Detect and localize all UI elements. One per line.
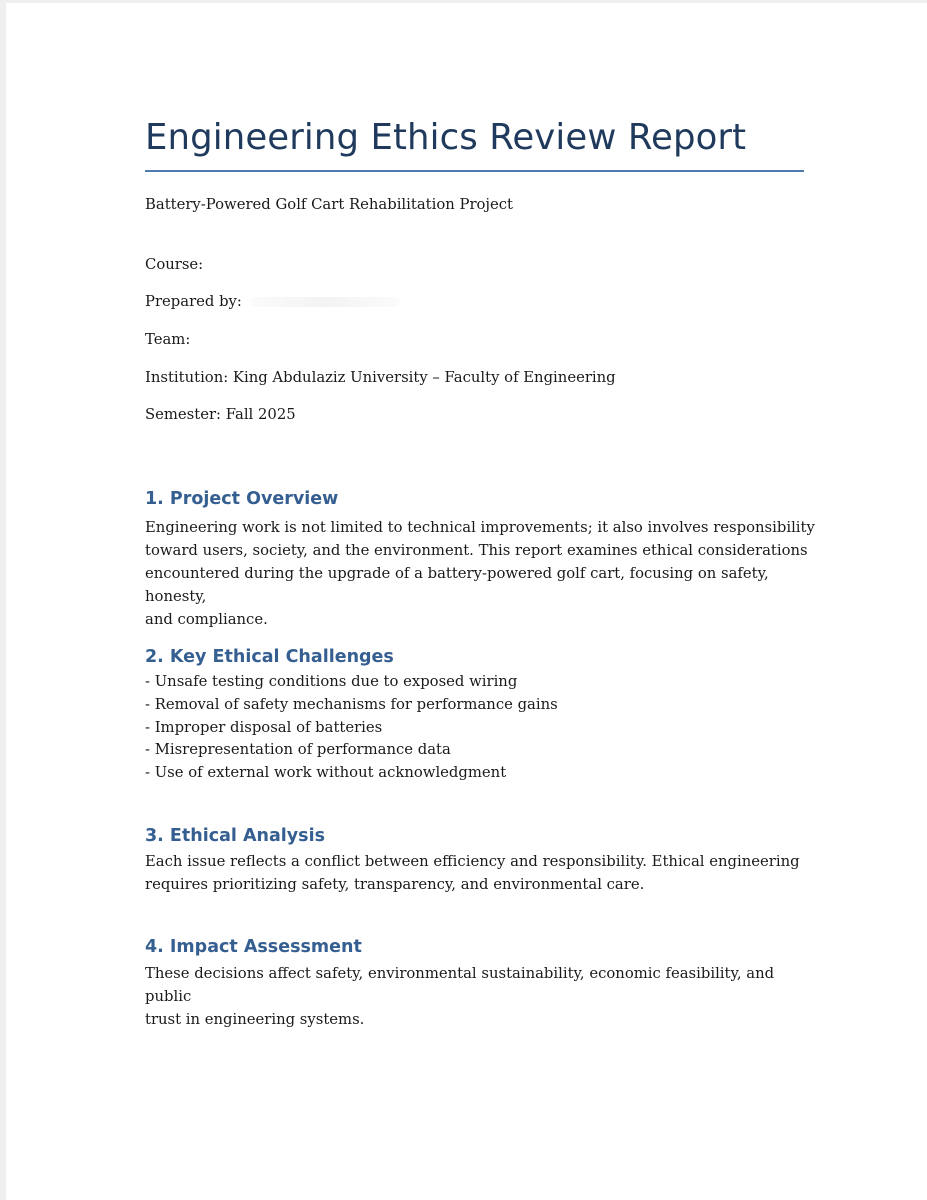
- team-field: Team:: [145, 331, 191, 348]
- document-title: Engineering Ethics Review Report: [145, 117, 747, 158]
- list-item: - Misrepresentation of performance data: [145, 741, 451, 759]
- section-body-impact-assessment: [145, 962, 825, 1031]
- section-heading-ethical-analysis: 3. Ethical Analysis: [145, 826, 326, 846]
- paragraph-line: encountered during the upgrade of a battery-powered golf cart, focusing on safety, honesty,: [145, 565, 769, 605]
- prepared-by-field: [145, 291, 400, 313]
- title-underline: [145, 170, 804, 172]
- semester-field: Semester: Fall 2025: [145, 406, 296, 423]
- institution-field: Institution: King Abdulaziz University – Faculty of Engineering: [145, 369, 616, 386]
- prepared-by-label: Prepared by:: [145, 293, 242, 310]
- section-body-ethical-analysis: [145, 850, 825, 896]
- paragraph-line: requires prioritizing safety, transparency, and environmental care.: [145, 876, 645, 893]
- section-heading-key-ethical-challenges: 2. Key Ethical Challenges: [145, 647, 394, 667]
- paragraph-line: These decisions affect safety, environmental sustainability, economic feasibility, and public: [145, 965, 775, 1005]
- paragraph-line: Each issue reflects a conflict between efficiency and responsibility. Ethical engineering: [145, 853, 800, 870]
- list-item: - Use of external work without acknowledgment: [145, 764, 507, 782]
- section-body-project-overview: [145, 516, 825, 631]
- section-heading-impact-assessment: 4. Impact Assessment: [145, 937, 362, 957]
- section-heading-project-overview: 1. Project Overview: [145, 489, 339, 509]
- list-item: - Removal of safety mechanisms for performance gains: [145, 695, 558, 713]
- paragraph-line: and compliance.: [145, 611, 268, 628]
- list-item: - Improper disposal of batteries: [145, 718, 383, 736]
- paragraph-line: trust in engineering systems.: [145, 1011, 365, 1028]
- ethical-challenges-list: [145, 671, 558, 785]
- list-item: - Unsafe testing conditions due to exposed wiring: [145, 673, 518, 690]
- paragraph-line: Engineering work is not limited to technical improvements; it also involves responsibility: [145, 519, 815, 536]
- document-subtitle: Battery-Powered Golf Cart Rehabilitation Project: [145, 196, 514, 213]
- course-field: Course:: [145, 256, 204, 273]
- redacted-name: [250, 297, 400, 307]
- paragraph-line: toward users, society, and the environment. This report examines ethical considerations: [145, 542, 808, 559]
